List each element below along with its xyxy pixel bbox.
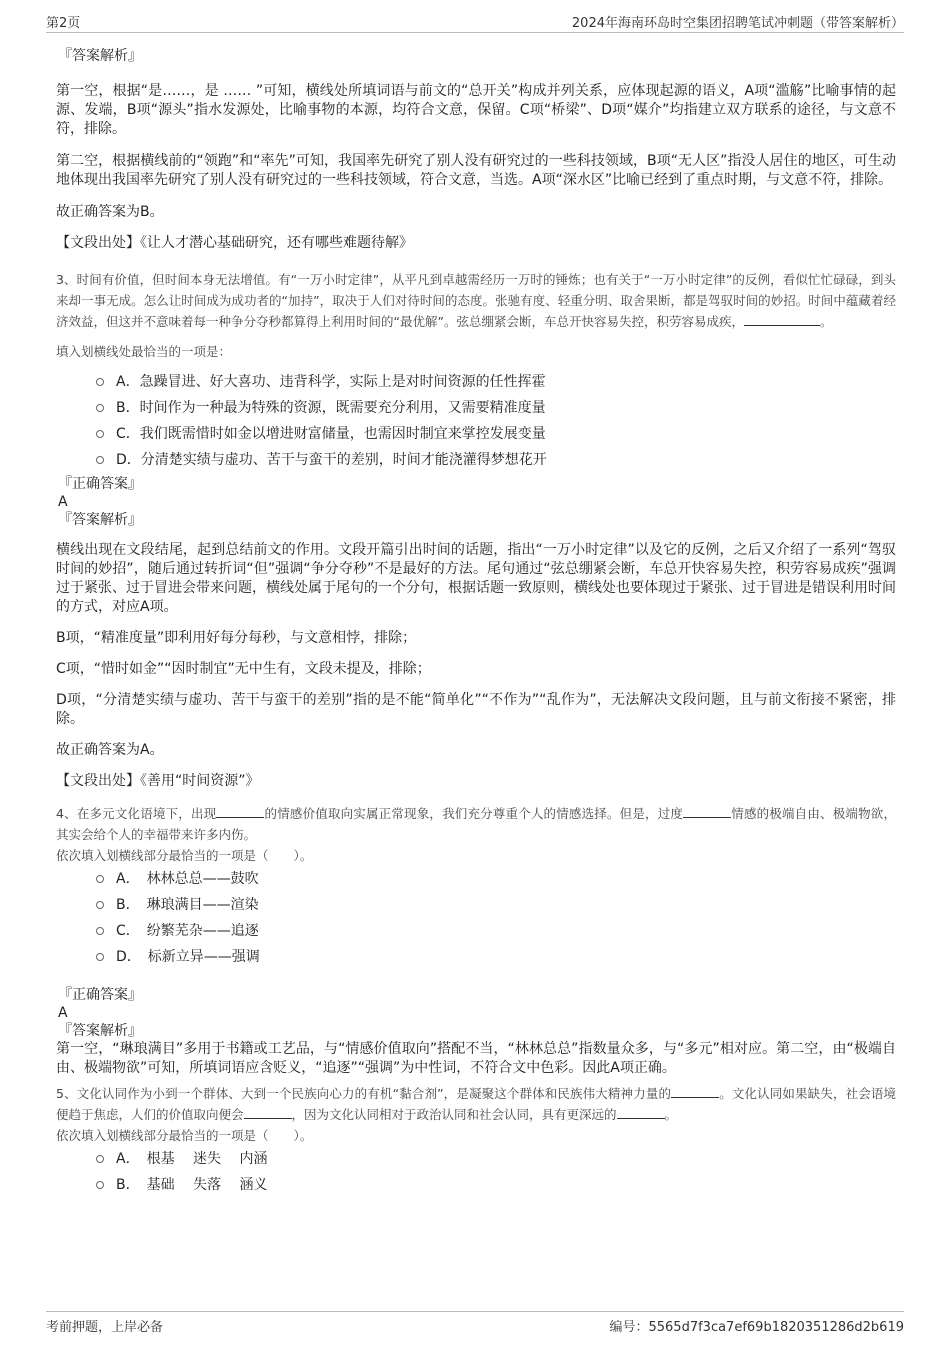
question-5-stem: 5、文化认同作为小到一个群体、大到一个民族向心力的有机“黏合剂”，是凝聚这个群体和民族伟大精神力量的 。文化认同如果缺失，社会语境便趋于焦虑，人们的价值取向便会 ，因为文化认同相对于政治认同和社会认同，具有更深远的 。 — [56, 1086, 896, 1122]
radio-icon[interactable] — [96, 378, 104, 386]
analysis-paragraph: 横线出现在文段结尾，起到总结前文的作用。文段开篇引出时间的话题，指出“一万小时定律”以及它的反例，之后又介绍了一系列“驾驭时间的妙招”，随后通过转折词“但”强调“争分夺秒”不是最好的方法。尾句通过“弦总绷紧会断，车总开快容易失控，积劳容易成疾”强调过于紧张、过于冒进会带来问题，横线处属于尾句的一个分句，根据话题一致原则，横线处也要体现过于紧张、过于冒进是错误利用时间的方式，对应A项。 — [56, 542, 896, 615]
question-4-options — [56, 866, 896, 970]
analysis-paragraph: 第一空，“琳琅满目”多用于书籍或工艺品，与“情感价值取向”搭配不当，“林林总总”指数量众多，与“多元”相对应。第二空，由“极端自由、极端物欲”可知，所填词语应含贬义，“追逐”“强调”为中性词，不符合文中色彩。因此A项正确。 — [56, 1041, 896, 1076]
source-label: 【文段出处】 — [56, 773, 140, 789]
answer-blank — [617, 1106, 665, 1119]
source-label: 【文段出处】 — [56, 235, 140, 251]
question-5-options — [56, 1146, 896, 1198]
radio-icon[interactable] — [96, 953, 104, 961]
page-header — [46, 10, 904, 33]
footer-slogan: 考前押题，上岸必备 — [46, 1320, 164, 1335]
radio-icon[interactable] — [96, 1155, 104, 1163]
answer-blank — [683, 805, 731, 818]
option-a[interactable]: A．急躁冒进、好大喜功、违背科学，实际上是对时间资源的任性挥霍 — [56, 369, 896, 395]
question-3-stem: 3、时间有价值，但时间本身无法增值。有“一万小时定律”，从平凡到卓越需经历一万时的锤炼；也有关于“一万小时定律”的反例，看似忙忙碌碌，到头来却一事无成。怎么让时间成为成功者的“加持”，取决于人们对待时间的态度。张驰有度、轻重分明、取舍果断，都是驾驭时间的妙招。时间中蕴藏着经济效益，但这并不意味着每一种争分夺秒都算得上利用时间的“最优解”。弦总绷紧会断，车总开快容易失控，积劳容易成疾， 。 — [56, 272, 896, 329]
source-line — [56, 772, 896, 791]
question-3-prompt: 填入划横线处最恰当的一项是： — [56, 344, 232, 359]
option-b[interactable]: B．时间作为一种最为特殊的资源，既需要充分利用，又需要精准度量 — [56, 395, 896, 421]
option-d[interactable]: D．分清楚实绩与虚功、苦干与蛮干的差别，时间才能浇灌得梦想花开 — [56, 447, 896, 473]
option-b[interactable]: B． 基础 失落 涵义 — [56, 1172, 896, 1198]
analysis-paragraph: C项，“惜时如金”“因时制宜”无中生有，文段未提及，排除； — [56, 661, 431, 677]
radio-icon[interactable] — [96, 927, 104, 935]
option-a[interactable]: A． 林林总总——鼓吹 — [56, 866, 896, 892]
option-c[interactable]: C．我们既需惜时如金以增进财富储量，也需因时制宜来掌控发展变量 — [56, 421, 896, 447]
answer-blank — [216, 805, 264, 818]
question-4-prompt: 依次填入划横线部分最恰当的一项是（ ）。 — [56, 848, 313, 863]
analysis-label: 『答案解析』 — [58, 1023, 142, 1039]
option-b[interactable]: B． 琳琅满目——渲染 — [56, 892, 896, 918]
correct-answer-label: 『正确答案』 — [58, 987, 142, 1003]
answer-blank — [244, 1106, 292, 1119]
page-footer — [46, 1311, 904, 1338]
option-a[interactable]: A． 根基 迷失 内涵 — [56, 1146, 896, 1172]
conclusion: 故正确答案为B。 — [56, 204, 164, 220]
conclusion: 故正确答案为A。 — [56, 742, 164, 758]
option-c[interactable]: C． 纷繁芜杂——追逐 — [56, 918, 896, 944]
analysis-label: 『答案解析』 — [58, 48, 142, 64]
document-title: 2024年海南环岛时空集团招聘笔试冲刺题（带答案解析） — [571, 16, 904, 31]
radio-icon[interactable] — [96, 430, 104, 438]
radio-icon[interactable] — [96, 404, 104, 412]
analysis-label: 『答案解析』 — [58, 512, 142, 528]
question-4-stem: 4、在多元文化语境下，出现 的情感价值取向实属正常现象，我们充分尊重个人的情感选择。但是，过度 情感的极端自由、极端物欲，其实会给个人的幸福带来许多内伤。 — [56, 806, 896, 842]
radio-icon[interactable] — [96, 901, 104, 909]
radio-icon[interactable] — [96, 1181, 104, 1189]
radio-icon[interactable] — [96, 456, 104, 464]
correct-answer: A — [58, 494, 68, 510]
question-5-prompt: 依次填入划横线部分最恰当的一项是（ ）。 — [56, 1128, 313, 1143]
option-d[interactable]: D． 标新立异——强调 — [56, 944, 896, 970]
correct-answer: A — [58, 1005, 68, 1021]
source-title: 《让人才潜心基础研究，还有哪些难题待解》 — [140, 235, 413, 251]
correct-answer-label: 『正确答案』 — [58, 476, 142, 492]
analysis-paragraph: 第二空，根据横线前的“领跑”和“率先”可知，我国率先研究了别人没有研究过的一些科技领域，B项“无人区”指没人居住的地区，可生动地体现出我国率先研究了别人没有研究过的一些科技领域，符合文意，当选。A项“深水区”比喻已经到了重点时期，与文意不符，排除。 — [56, 153, 896, 188]
document-body — [56, 44, 896, 1198]
question-3-options — [56, 369, 896, 473]
analysis-paragraph: 第一空，根据“是……，是 …… ”可知，横线处所填词语与前文的“总开关”构成并列关系，应体现起源的语义，A项“滥觞”比喻事情的起源、发端，B项“源头”指水发源处，比喻事物的本源，均符合文意，保留。C项“桥梁”、D项“媒介”均指建立双方联系的途径，与文意不符，排除。 — [56, 83, 896, 137]
radio-icon[interactable] — [96, 875, 104, 883]
analysis-paragraph: B项，“精准度量”即利用好每分每秒，与文意相悖，排除； — [56, 630, 417, 646]
document-id: 编号：5565d7f3ca7ef69b1820351286d2b619 — [609, 1320, 904, 1335]
analysis-paragraph: D项，“分清楚实绩与虚功、苦干与蛮干的差别”指的是不能“简单化”“不作为”“乱作为”，无法解决文段问题，且与前文衔接不紧密，排除。 — [56, 692, 896, 727]
source-line — [56, 234, 896, 253]
answer-blank — [671, 1085, 719, 1098]
source-title: 《善用“时间资源”》 — [140, 773, 260, 789]
page-number: 第2页 — [46, 16, 81, 31]
answer-blank — [744, 313, 820, 326]
